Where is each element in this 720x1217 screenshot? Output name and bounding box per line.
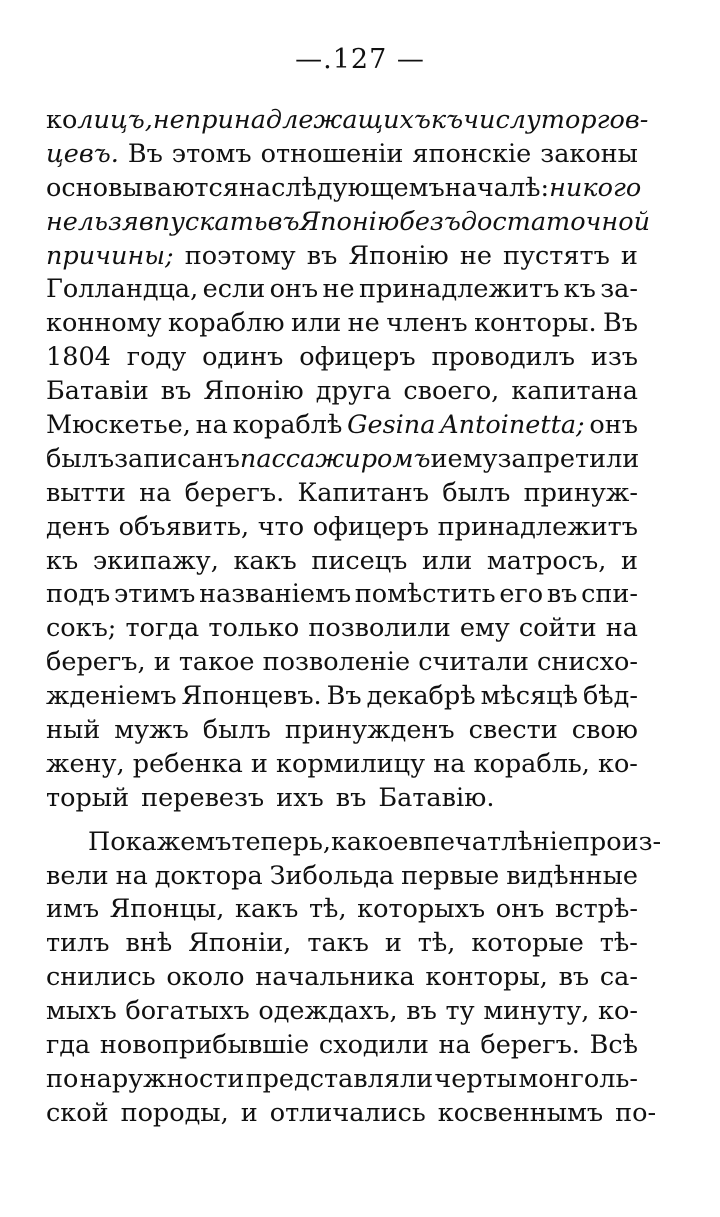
word: мыхъ <box>46 996 117 1027</box>
word: сокъ; <box>46 613 117 644</box>
word: отличались <box>269 1097 426 1128</box>
word: встрѣ- <box>554 894 638 925</box>
word: свести <box>468 715 558 746</box>
word: въ <box>160 376 192 407</box>
word: спи- <box>581 579 638 610</box>
word: на <box>115 860 148 891</box>
word: берегъ, <box>46 647 146 678</box>
word: Японіи, <box>188 928 292 959</box>
word: тѣ, <box>417 928 456 959</box>
word: тѣ- <box>599 928 638 959</box>
text-line <box>46 477 638 511</box>
word: са- <box>599 962 638 993</box>
word: мужъ <box>114 715 189 746</box>
word: только <box>208 613 300 644</box>
text-line <box>46 307 638 341</box>
text-line <box>46 443 638 477</box>
text-line <box>46 578 638 612</box>
word: берегъ. <box>480 1030 580 1061</box>
word: къ <box>430 105 464 135</box>
word: жденіемъ <box>46 681 177 712</box>
word: богатыхъ <box>125 996 250 1027</box>
word: офицеръ <box>312 511 430 542</box>
word: вытти <box>46 477 126 508</box>
word: мѣсяцѣ <box>480 681 578 712</box>
word: друга <box>315 376 392 407</box>
word: ской <box>46 1097 109 1128</box>
word: онъ <box>269 274 319 305</box>
word: достаточной <box>460 206 650 237</box>
word: тогда <box>125 613 200 644</box>
word: новоприбывшіе <box>99 1030 310 1061</box>
word: ту <box>445 996 475 1027</box>
word: Gesina <box>347 410 436 441</box>
word: ему <box>459 613 510 644</box>
text-line <box>46 341 638 375</box>
word: принадлежитъ <box>437 511 638 542</box>
word: которые <box>471 928 584 959</box>
word: вели <box>46 860 109 891</box>
text-line <box>46 273 638 307</box>
word: какое <box>330 826 409 857</box>
word: непринадлежащихъ <box>152 105 431 135</box>
word: берегъ. <box>184 477 285 508</box>
word: онъ <box>589 410 638 441</box>
word: въ <box>306 240 338 271</box>
word: за- <box>600 274 638 305</box>
word: гда <box>46 1030 91 1061</box>
word: тѣ, <box>308 894 347 925</box>
word: записанъ <box>114 443 240 474</box>
text-line <box>46 860 638 894</box>
word: такое <box>178 647 255 678</box>
word: торый <box>46 782 130 813</box>
word: Батавіи <box>46 376 149 407</box>
word: къ <box>563 274 596 305</box>
text-line <box>46 1097 657 1131</box>
word: принадлежитъ <box>359 274 560 305</box>
paragraph <box>46 826 662 1131</box>
text-line <box>46 511 638 545</box>
text-line <box>46 714 638 748</box>
word: былъ <box>202 715 271 746</box>
word: законы <box>540 138 638 169</box>
text-line <box>46 240 638 274</box>
word: экипажу, <box>92 545 219 576</box>
word: ему <box>447 443 498 474</box>
text-line <box>46 545 638 579</box>
text-line <box>46 646 638 680</box>
word: сходили <box>318 1030 429 1061</box>
word: поэтому <box>184 240 296 271</box>
word: и <box>153 647 171 678</box>
word: нельзя <box>46 206 139 237</box>
text-line <box>46 961 638 995</box>
word: своего, <box>403 376 500 407</box>
word: этомъ <box>171 138 252 169</box>
word: торгов- <box>540 105 649 135</box>
word: и <box>250 748 268 779</box>
word: свою <box>571 715 638 746</box>
word: если <box>202 274 266 305</box>
word: причины; <box>46 240 174 271</box>
word: ихъ <box>276 782 324 813</box>
word: не <box>347 308 380 339</box>
word: кормилицу <box>276 748 426 779</box>
text-body <box>46 104 662 1131</box>
word: жену, <box>46 748 125 779</box>
word: 1804 <box>46 342 111 373</box>
word: Голландца, <box>46 274 199 305</box>
word: такъ <box>307 928 369 959</box>
word: офицеръ <box>299 342 416 373</box>
word: перевезъ <box>141 782 265 813</box>
word: около <box>166 962 245 993</box>
word: японскіе <box>412 138 532 169</box>
word: и <box>240 1097 258 1128</box>
word: ко <box>46 105 78 135</box>
word: позволили <box>308 613 451 644</box>
word: впускать <box>138 206 268 237</box>
word: декабрѣ <box>366 681 476 712</box>
word: Покажемъ <box>88 826 232 857</box>
paragraph <box>46 104 650 816</box>
word: матросъ, <box>486 545 607 576</box>
text-line <box>46 409 638 443</box>
word: первые <box>401 860 500 891</box>
word: пустятъ <box>503 240 610 271</box>
word: позволеніе <box>262 647 411 678</box>
word: лицъ, <box>77 105 153 135</box>
word: одеждахъ, <box>258 996 398 1027</box>
word: въ <box>558 962 590 993</box>
word: на <box>438 1030 471 1061</box>
word: Мюскетье, <box>46 410 191 441</box>
word: капитана <box>511 376 638 407</box>
word: что <box>257 511 305 542</box>
word: числу <box>463 105 541 135</box>
word: косвеннымъ <box>437 1097 604 1128</box>
word: монголь- <box>518 1063 638 1094</box>
word: видѣнные <box>506 860 638 891</box>
word: корабль, <box>473 748 590 779</box>
text-line <box>46 375 638 409</box>
word: и <box>430 443 448 474</box>
word: начальника <box>255 962 415 993</box>
word: Зибольда <box>269 860 395 891</box>
word: пассажиромъ <box>239 443 431 474</box>
word: году <box>126 342 187 373</box>
word: цевъ. <box>46 138 119 169</box>
word: черты <box>434 1063 518 1094</box>
word: кораблѣ <box>232 410 343 441</box>
word: теперь, <box>231 826 331 857</box>
word: членъ <box>386 308 468 339</box>
word: имъ <box>46 894 100 925</box>
word: основываются <box>46 172 239 203</box>
word: Въ <box>127 138 163 169</box>
word: конторы. <box>474 308 597 339</box>
word: объявить, <box>118 511 250 542</box>
word: или <box>422 545 473 576</box>
word: считали <box>418 647 529 678</box>
word: какъ <box>233 545 297 576</box>
word: его <box>499 579 544 610</box>
word: изъ <box>590 342 638 373</box>
word: произ- <box>572 826 662 857</box>
word: бѣд- <box>582 681 638 712</box>
word: и <box>384 928 402 959</box>
word: на <box>238 172 272 203</box>
word: не <box>459 240 492 271</box>
word: къ <box>46 545 79 576</box>
word: Antoinetta; <box>440 410 585 441</box>
text-line <box>46 1063 638 1097</box>
word: въ <box>406 996 437 1027</box>
word: никого <box>549 172 642 203</box>
text-line <box>46 612 638 646</box>
word: Японцевъ. <box>181 681 322 712</box>
word: на <box>195 410 228 441</box>
word: Капитанъ <box>297 477 429 508</box>
word: Въ <box>326 681 362 712</box>
word: онъ <box>495 894 545 925</box>
word: представляли <box>245 1063 434 1094</box>
word: проводилъ <box>431 342 575 373</box>
word: и <box>620 545 638 576</box>
text-line <box>46 104 649 138</box>
word: Японцы, <box>109 894 225 925</box>
text-line <box>46 748 638 782</box>
word: въ <box>267 206 300 237</box>
word: не <box>322 274 355 305</box>
word: писецъ <box>311 545 408 576</box>
word: доктора <box>154 860 263 891</box>
word: ный <box>46 715 101 746</box>
text-line <box>46 172 642 206</box>
text-line <box>46 927 638 961</box>
word: названіемъ <box>199 579 352 610</box>
word: слѣдующемъ <box>271 172 445 203</box>
word: на <box>139 477 172 508</box>
word: денъ <box>46 511 111 542</box>
word: подъ <box>46 579 111 610</box>
word: какъ <box>235 894 299 925</box>
word: принужденъ <box>284 715 455 746</box>
word: по <box>46 1063 79 1094</box>
word: ко- <box>598 748 638 779</box>
word: Японію <box>299 206 400 237</box>
word: запретили <box>497 443 640 474</box>
word: и <box>620 240 638 271</box>
word: внѣ <box>125 928 173 959</box>
text-line <box>46 782 638 816</box>
word: Японію <box>348 240 449 271</box>
word: которыхъ <box>357 894 486 925</box>
word: Японію <box>203 376 304 407</box>
text-line <box>46 995 638 1029</box>
text-line <box>46 826 662 860</box>
text-line <box>46 1029 638 1063</box>
text-line <box>46 680 638 714</box>
text-line <box>46 138 638 172</box>
word: кораблю <box>167 308 285 339</box>
word: отношеніи <box>260 138 404 169</box>
word: былъ <box>46 443 115 474</box>
word: на <box>433 748 466 779</box>
word: помѣстить <box>354 579 496 610</box>
word: тилъ <box>46 928 110 959</box>
word: снились <box>46 962 156 993</box>
word: конторы, <box>425 962 548 993</box>
text-line <box>46 893 638 927</box>
word: по- <box>615 1097 657 1128</box>
word: этимъ <box>113 579 196 610</box>
word: сойти <box>518 613 597 644</box>
word: Въ <box>603 308 638 339</box>
text-line <box>46 206 650 240</box>
word: ко- <box>598 996 638 1027</box>
word: или <box>291 308 342 339</box>
word: началѣ: <box>444 172 550 203</box>
paragraph-gap <box>46 816 638 826</box>
word: одинъ <box>202 342 284 373</box>
word: въ <box>335 782 367 813</box>
word: на <box>605 613 638 644</box>
word: конному <box>46 308 162 339</box>
word: Батавію. <box>378 782 495 813</box>
word: впечатлѣніе <box>408 826 573 857</box>
word: былъ <box>442 477 511 508</box>
word: принуж- <box>523 477 638 508</box>
word: Всѣ <box>589 1030 638 1061</box>
word: ребенка <box>132 748 243 779</box>
word: минуту, <box>483 996 590 1027</box>
word: въ <box>546 579 578 610</box>
word: наружности <box>79 1063 245 1094</box>
page-number: —.127 — <box>295 44 425 75</box>
word: снисхо- <box>537 647 638 678</box>
word: безъ <box>399 206 461 237</box>
word: породы, <box>120 1097 229 1128</box>
